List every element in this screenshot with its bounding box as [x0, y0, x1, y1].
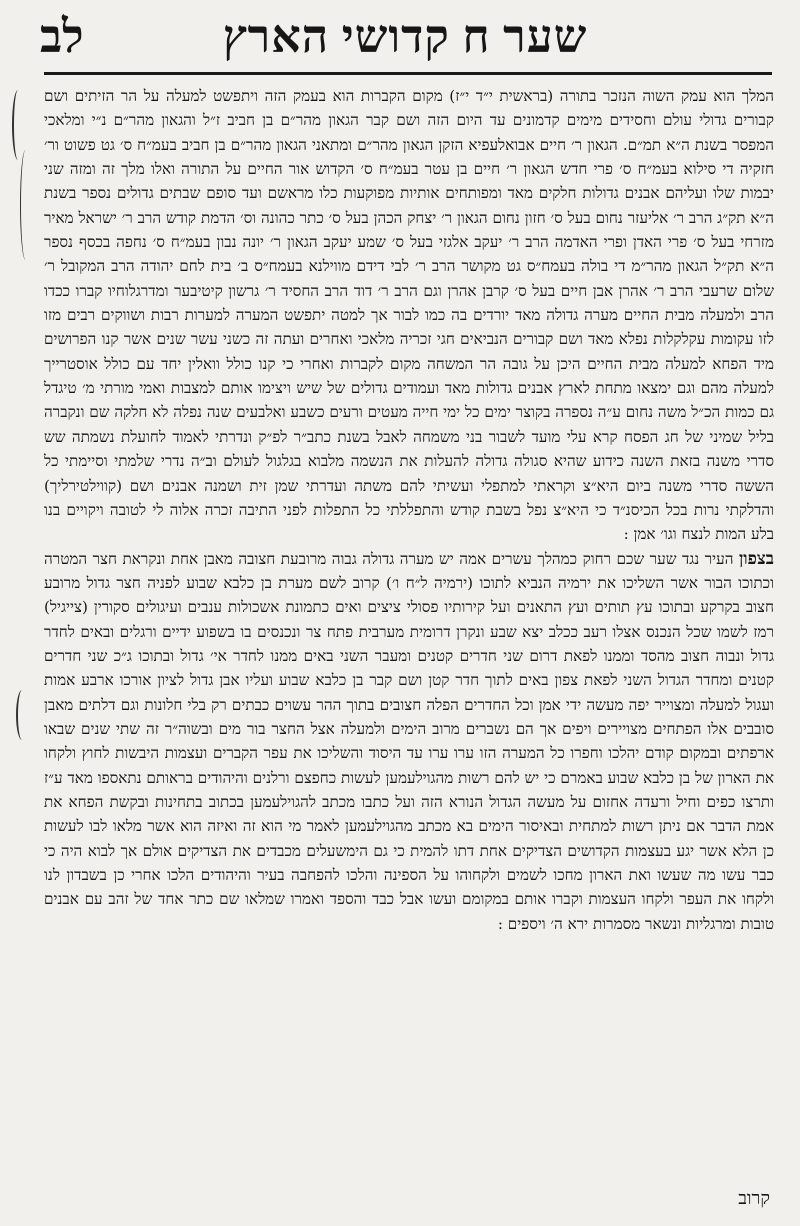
margin-mark — [20, 150, 31, 260]
page-header — [40, 8, 770, 68]
body-text — [44, 84, 774, 1184]
paragraph-2-lead: בצפון — [738, 548, 774, 569]
paragraph-1: המלך הוא עמק השוה הנזכר בתורה (בראשית י״ד י״ז) מקום הקברות הוא בעמק הזה ויתפשט למעלה על הר הזיתים ושם קבורים גדולי עולם וחסידים מימים קדמונים עד היום הזה ושם קבר הגאון מהר״ם בן חביב ז״ל והגאון מהר״ם נ״י ומלאכי המפסר בשנת ה״א תמ״ם. הגאון ר׳ חיים אבואלעפיא הזקן הגאון מהר״ם ומתאני הגאון מהר״ם בן חביב בעמ״ח ס׳ גט פשוט ור׳ חזקיה די סילוא בעמ״ח ס׳ פרי חדש הגאון ר׳ חיים בן עטר בעמ״ח ס׳ הקדוש אור החיים על התורה ואלו מלך זה ומזה שני יבמות שלו ועליהם אבנים גדולות חלקים מאד ומפותחים אותיות מפוקעות כלו מראשם ועד סופם שבתים גדולים נספר בשנת ה״א תק״ג הרב ר׳ אליעזר נחום בעל ס׳ חזון נחום הגאון ר׳ יצחק הכהן בעל ס׳ כתר כהונה וס׳ הדמת קודש הרב ר׳ ישראל מאיר מזרחי בעל ס׳ פרי האדן ופרי האדמה הרב ר׳ יעקב אלגזי בעל ס׳ שמע יעקב הגאון ר׳ יונה נבון בעמ״ח ס׳ נחפה בכסף נספר ה״א תק״ל הגאון מהר״מ די בולה בעמח״ס גט מקושר הרב ר׳ לבי דידם מווילנא בעמח״ס ב׳ בית לחם יהודה הרב המקובל ר׳ שלום שרעבי הרב ר׳ אהרן אבן חיים בעל ס׳ קרבן אהרן וגם הרב ר׳ דוד הרב החסיד ר׳ גרשון קיטיבער ומדרגלוחיו קברו ככדו הרב ולמעלה מבית החיים מערה גדולה מאד יורדים בה כמו לבור אך למטה יתפשט המערה למערות רבות ושווקים רבים מזו לזו עקומות עקלקלות נפלא מאד ושם קבורים הנביאים חגי זכריה מלאכי ואחרים ועתה זה כשני עשר שנים אשר קנו הפרושים מיד הפחא למעלה מבית החיים היכן על גובה הר המשחה מקום לקברות ואחרי כי קנו כולל וואלין יחד עם כולל אוסטרייך למעלה מהם וגם ימצאו מתחת לארץ אבנים גדולות מאד ועמודים גדולים של שיש ויצימו אותם למצבות ואמי מורתי מ׳ טיגדל גם כמות הכ״ל משה נחום ע״ה נספרה בקוצר ימים כל ימי חייה מעטים ורעים כשבע ואלבעים שנה נפלה לא חלקה שם ונקברה בליל שמיני של חג הפסח קרא עלי מועד לשבור בני משמחה לאבל בשנת כתב״ר לפ״ק ונדרתי לאמוד לחועלת נשמתה שש סדרי משנה בזאת השנה כידוע שהיא סגולה גדולה להעלות את הנשמה מלבוא בגלגול לעולם וב״ה נדרי שלמתי וסיימתי כל הששה סדרי משנה ביום היא״צ וקראתי למתפלי ועשיתי להם משתה ועדרתי שמן זית ושמנה אבנים ושם (קווילטירליך) והדלקתי נרות בכל הכיסנ״ד כי היא״צ נפל בשבת קודש והתפללתי כל התפלות לפני התיבה זכרה אלוה לי לטובה ויקויים בנו בלע המות לנצח וגו׳ אמן : — [44, 87, 774, 544]
header-rule — [44, 72, 772, 75]
paragraph-2-text: העיר נגד שער שכם רחוק כמהלך עשרים אמה יש מערה גדולה גבוה מרובעת חצובה מאבן אחת ונקראת חצר המטרה וכתוכו הבור אשר השליכו את ירמיה הנביא לתוכו (ירמיה ל״ח ו׳) קרוב לשם מערת בן כלבא שבוע לפניה חצר גדול מרובע חצוב בקרקע ובתוכו עץ תותים ועץ התאנים ועל קירותיו פסולי ציצים ואים כתמונת אשכולות ענבים ועיגולים סקורין (צייגיל) רמז לשמו שכל הנכנס אצלו רעב ככלב יצא שבע ונקרן דרומית מערבית פתח צר ונכנסים בו בשפוע ידיים ורגלים ובאים לחדר גדול ונבוה חצוב מהסד וממנו לפאת דרום שני חדרים קטנים ומעבר השני באים ממנו לחדר אי׳ גדול ובתוכו ג״כ שני חדרים קטנים ומחדר הגדול השני לפאת צפון באים לתוך חדר קטן ושם קבר בן כלבא שבוע ועליו אבן גדול לציון אורכו ארבע אמות ועגול למעלה ומצוייר יפה מעשה ידי אמן וכל החדרים הפלה חצובים בתוך ההר עשוים כבתים רק בלי חלונות וגם דלתים מאבן סובבים אלו הפתחים מצויירים ויפים אך הם נשברים מרוב הימים ולמעלה אצל החצר בור מים ובשוה״ר זה שתי שנים שבאו ארפתים ובמקום קודם יהלכו וחפרו כל המערה הזו ערו ערו עד היסוד והשליכו את עפר הקברים ועצמות היבשות לחוץ ולקחו את הארון של בן כלבא שבוע באמרם כי יש להם רשות מהגוילעמען לעשות כחפצם ורלנים והיהודים בראותם נתאספו מאד ע״ז ותרצו כפים וחיל ורעדה אחזום על מעשה הגדול הנורא הזה ועל כתבו מכתב להגוילעמען בכתוב בתחינות ובקשת הפחא את אמת הדבר אם ניתן רשות למתחית ובאיסור הימים בא מכתב מהגוילעמען לאמר מי הוא זה ואיזה הוא אשר מלאו לבו לעשות כן הלא אשר יגע בעצמות הקדושים הצדיקים אחת דתו להמית כי גם הימשעלים מכבדים את הצדיקים אולם אך לבוא היה כי כבר עשו מה שעשו ואת הארון מחכו לשמים ולקחוהו על הספינה והלכו להפחבה בעיר והיהודים הלכו אחרי כן בשבדון לנו ולקחו את העפר ולקחו העצמות וקברו אותם במקומם ועשו אבל כבד והספד ואמרו שמלאו שם כתר אחד של זהב עם אבנים טובות ומרגליות ונשאר מסמרות ירא ה׳ ויספים : — [44, 549, 774, 933]
margin-mark — [16, 690, 28, 740]
page-title: שער ח קדושי הארץ — [222, 11, 588, 62]
catchword: קרוב — [738, 1188, 770, 1209]
page-number: לב — [40, 11, 84, 62]
margin-mark — [12, 90, 24, 160]
paragraph-2 — [44, 547, 774, 937]
